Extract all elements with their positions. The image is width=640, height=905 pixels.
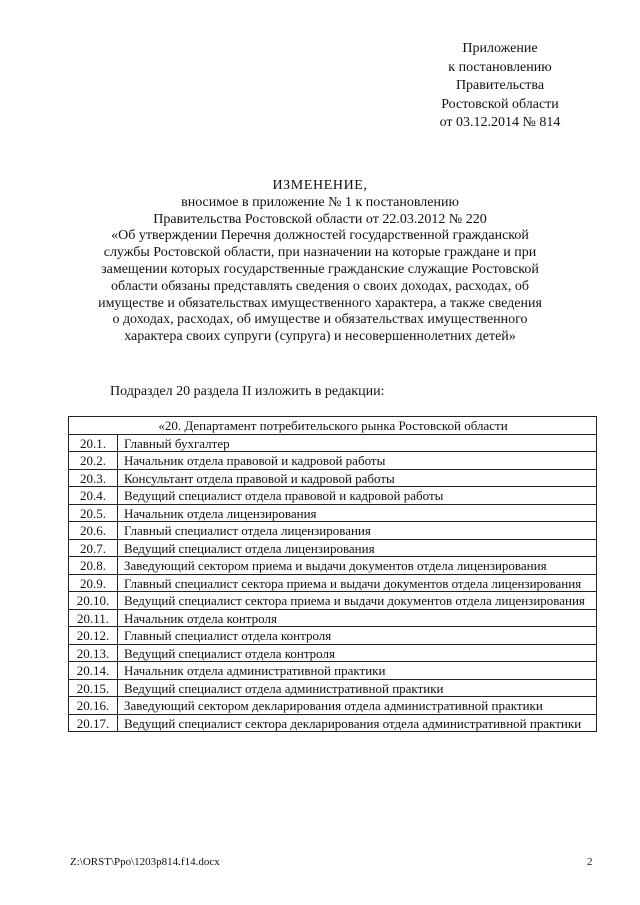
positions-table	[68, 416, 597, 732]
row-position: Главный специалист сектора приема и выдачи документов отдела лицензирования	[118, 574, 597, 592]
title-line: «Об утверждении Перечня должностей государственной гражданской	[111, 228, 529, 244]
table-row	[69, 539, 597, 557]
table-row	[69, 592, 597, 610]
table-row	[69, 469, 597, 487]
row-number: 20.1.	[69, 434, 118, 452]
appendix-line: Приложение	[462, 41, 538, 56]
row-number: 20.4.	[69, 487, 118, 505]
row-position: Главный бухгалтер	[118, 434, 597, 452]
table-header: «20. Департамент потребительского рынка Ростовской области	[69, 417, 597, 435]
table-row	[69, 452, 597, 470]
row-position: Главный специалист отдела контроля	[118, 627, 597, 645]
table-row	[69, 697, 597, 715]
row-position: Начальник отдела лицензирования	[118, 504, 597, 522]
table-row	[69, 434, 597, 452]
table-row	[69, 522, 597, 540]
row-number: 20.12.	[69, 627, 118, 645]
row-position: Начальник отдела правовой и кадровой работы	[118, 452, 597, 470]
row-number: 20.17.	[69, 714, 118, 732]
table-row	[69, 679, 597, 697]
row-position: Начальник отдела контроля	[118, 609, 597, 627]
appendix-block	[410, 40, 590, 133]
row-number: 20.9.	[69, 574, 118, 592]
table-row	[69, 609, 597, 627]
title-line: о доходах, расходах, об имуществе и обязательствах имущественного	[112, 312, 528, 328]
row-number: 20.10.	[69, 592, 118, 610]
title-line: области обязаны представлять сведения о своих доходах, расходах, об	[110, 278, 530, 294]
row-position: Заведующий сектором приема и выдачи документов отдела лицензирования	[118, 557, 597, 575]
row-number: 20.16.	[69, 697, 118, 715]
table-row	[69, 662, 597, 680]
row-number: 20.3.	[69, 469, 118, 487]
row-number: 20.8.	[69, 557, 118, 575]
footer-file-path: Z:\ORST\Ppo\1203p814.f14.docx	[70, 856, 220, 868]
footer-page-number: 2	[587, 856, 593, 868]
row-position: Ведущий специалист отдела административной практики	[118, 679, 597, 697]
intro-paragraph: Подраздел 20 раздела II изложить в редакции:	[110, 384, 385, 399]
row-number: 20.2.	[69, 452, 118, 470]
appendix-line: Ростовской области	[441, 96, 559, 112]
row-position: Заведующий сектором декларирования отдела административной практики	[118, 697, 597, 715]
table-header-row	[69, 417, 597, 435]
row-position: Ведущий специалист отдела правовой и кадровой работы	[118, 487, 597, 505]
row-position: Начальник отдела административной практики	[118, 662, 597, 680]
table-row	[69, 627, 597, 645]
title-line: службы Ростовской области, при назначении на которые граждане и при	[103, 245, 537, 261]
row-number: 20.11.	[69, 609, 118, 627]
document-title	[70, 178, 570, 346]
title-line: характера своих супруги (супруга) и несовершеннолетних детей»	[124, 329, 516, 345]
title-line: замещении которых государственные гражданские служащие Ростовской	[101, 261, 539, 277]
title-line: вносимое в приложение № 1 к постановлению	[181, 194, 459, 210]
row-number: 20.15.	[69, 679, 118, 697]
table-row	[69, 487, 597, 505]
appendix-line: Правительства	[455, 78, 545, 93]
row-number: 20.14.	[69, 662, 118, 680]
table-row	[69, 557, 597, 575]
row-position: Ведущий специалист отдела лицензирования	[118, 539, 597, 557]
title-line: имуществе и обязательствах имущественного характера, а также сведения	[98, 295, 542, 311]
row-position: Консультант отдела правовой и кадровой работы	[118, 469, 597, 487]
row-position: Ведущий специалист сектора приема и выдачи документов отдела лицензирования	[118, 592, 597, 610]
row-position: Ведущий специалист отдела контроля	[118, 644, 597, 662]
row-position: Ведущий специалист сектора декларирования отдела административной практики	[118, 714, 597, 732]
appendix-line: к постановлению	[448, 59, 552, 75]
title-heading: ИЗМЕНЕНИЕ,	[272, 178, 368, 193]
row-number: 20.6.	[69, 522, 118, 540]
appendix-line: от 03.12.2014 № 814	[439, 115, 561, 130]
table-row	[69, 574, 597, 592]
row-position: Главный специалист отдела лицензирования	[118, 522, 597, 540]
row-number: 20.13.	[69, 644, 118, 662]
table-row	[69, 504, 597, 522]
row-number: 20.5.	[69, 504, 118, 522]
row-number: 20.7.	[69, 539, 118, 557]
table-row	[69, 714, 597, 732]
title-line: Правительства Ростовской области от 22.03.2012 № 220	[153, 211, 487, 227]
table-row	[69, 644, 597, 662]
